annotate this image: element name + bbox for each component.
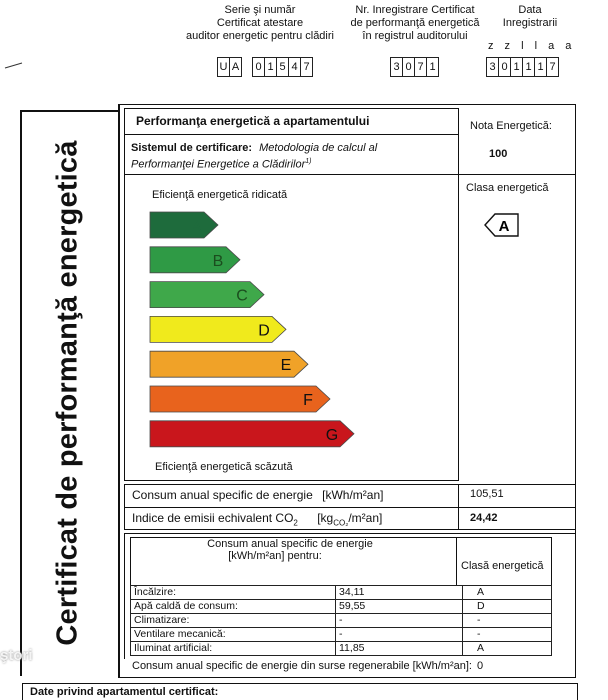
apartment-right (577, 683, 578, 700)
energy-class-arrow (150, 247, 240, 273)
nr-label-2: de performanţă energetică (350, 17, 480, 29)
serie-box: 7 (300, 57, 313, 77)
date-format: z z l l a a (488, 40, 575, 52)
nr-header (345, 4, 485, 43)
row-value: 59,55 (336, 600, 463, 614)
row-label: Iluminat artificial: (131, 642, 336, 656)
nota-label: Nota Energetică: (470, 120, 552, 132)
renewable-label: Consum anual specific de energie din surse regenerabile [kWh/m²an]: (132, 660, 472, 672)
row-value: 34,11 (336, 586, 463, 600)
energy-class-g (150, 421, 354, 447)
row-label: Ventilare mecanică: (131, 628, 336, 642)
nr-label-3: în registrul auditorului (362, 30, 468, 42)
row-value: - (336, 614, 463, 628)
energy-class-b (150, 247, 240, 273)
energy-class-e (150, 351, 308, 377)
serie-label-1: Serie şi număr (224, 4, 296, 16)
performance-box-top (124, 108, 459, 109)
nr-boxes (390, 57, 439, 77)
consumption-value: 105,51 (470, 488, 504, 500)
performance-box-right (458, 108, 459, 480)
renewable-value: 0 (477, 660, 484, 672)
serie-box: 4 (288, 57, 300, 77)
energy-class-a (150, 212, 218, 238)
row-class: A (463, 586, 552, 600)
right-border (575, 104, 576, 678)
serie-box: A (229, 57, 242, 77)
energy-class-scale (148, 208, 368, 453)
serie-box: U (217, 57, 229, 77)
row-label: Încălzire: (131, 586, 336, 600)
performance-title: Performanţa energetică a apartamentului (136, 114, 370, 128)
consumption-label: Consum anual specific de energie [kWh/m²an] (132, 488, 384, 502)
consumption-top (124, 484, 576, 485)
system-line (124, 174, 459, 175)
data-header (485, 4, 575, 30)
energy-class-f (150, 386, 330, 412)
energy-class-letter: E (280, 357, 292, 375)
detail-header-1: Consum anual specific de energie (207, 538, 373, 550)
scan-mark (4, 60, 24, 70)
date-box: 7 (546, 57, 559, 77)
serie-box: 5 (276, 57, 288, 77)
table-row (131, 614, 552, 628)
emissions-value: 24,42 (470, 512, 498, 524)
clasa-value: A (498, 218, 510, 235)
energy-class-arrow (150, 421, 354, 447)
system-label: Sistemul de certificare: (131, 142, 253, 154)
energy-class-letter: F (303, 392, 313, 409)
row-value: - (336, 628, 463, 642)
table-row (131, 600, 552, 614)
row-class: - (463, 614, 552, 628)
row-class: A (463, 642, 552, 656)
detail-outer-left (124, 533, 125, 659)
serie-label-2: Certificat atestare (216, 17, 304, 29)
watermark: ştori (0, 647, 33, 664)
date-box: 1 (534, 57, 546, 77)
table-row (131, 586, 552, 600)
system-text (131, 142, 451, 172)
nr-box: 1 (426, 57, 439, 77)
energy-class-arrow (150, 212, 218, 238)
consumption-mid (124, 507, 576, 508)
detail-outer-top (124, 533, 576, 534)
apartment-left (22, 683, 23, 700)
system-sup: 1) (305, 158, 312, 165)
detail-header (160, 538, 420, 562)
energy-class-letter: B (212, 252, 224, 270)
renewable-bottom (118, 677, 576, 678)
rating-divider (458, 174, 576, 175)
top-border (118, 104, 576, 105)
vertical-title (20, 112, 115, 674)
table-row (131, 642, 552, 656)
serie-header (170, 4, 350, 43)
row-label: Climatizare: (131, 614, 336, 628)
serie-label-3: auditor energetic pentru clădiri (186, 30, 334, 42)
title-column-border (118, 104, 120, 678)
data-label-2: Inregistrarii (502, 17, 558, 29)
apartment-title: Date privind apartamentul certificat: (30, 686, 219, 698)
consumption-divider (458, 484, 459, 530)
serie-box: 1 (264, 57, 276, 77)
row-class: - (463, 628, 552, 642)
date-box: 3 (486, 57, 498, 77)
performance-box-left (124, 108, 125, 480)
row-class: D (463, 600, 552, 614)
nr-box: 0 (402, 57, 414, 77)
efficiency-high-label: Eficienţă energetică ridicată (152, 189, 288, 201)
table-row (131, 628, 552, 642)
serie-box: 0 (252, 57, 264, 77)
date-box: 1 (522, 57, 534, 77)
data-label-1: Data (518, 4, 542, 16)
energy-class-d (150, 316, 286, 342)
energy-class-letter: D (258, 322, 270, 340)
energy-class-c (150, 282, 264, 308)
nr-box: 7 (414, 57, 426, 77)
detail-table (130, 585, 552, 656)
date-box: 0 (498, 57, 510, 77)
nr-box: 3 (390, 57, 402, 77)
serie-boxes (217, 57, 313, 77)
nota-value: 100 (489, 148, 508, 160)
detail-inner-right (551, 537, 552, 585)
emissions-label: Indice de emisii echivalent $CO_2$ $[kg_{CO_2}/m^2an]$ (132, 511, 383, 528)
detail-class-header: Clasă energetică (461, 560, 544, 572)
class-arrow-icon (484, 212, 520, 238)
energy-class-letter: G (325, 426, 339, 444)
consumption-bottom (124, 529, 576, 530)
performance-box-bottom (124, 480, 459, 481)
detail-class-divider (456, 537, 457, 585)
date-box: 1 (510, 57, 522, 77)
vertical-title-text: Certificat de performanţă energetică (51, 140, 83, 646)
system-text-2: Performanţei Energetice a Clădirilor (131, 158, 306, 171)
date-boxes (486, 57, 559, 77)
row-label: Apă caldă de consum: (131, 600, 336, 614)
efficiency-low-label: Eficienţă energetică scăzută (155, 461, 293, 473)
apartment-top (22, 683, 578, 684)
energy-class-letter: A (190, 218, 202, 235)
performance-title-line (124, 134, 459, 135)
energy-class-letter: C (236, 287, 248, 305)
detail-header-2: [kWh/m²an] pentru: (228, 550, 322, 562)
clasa-label: Clasa energetică (466, 182, 549, 194)
nr-label-1: Nr. Inregistrare Certificat (355, 4, 475, 16)
system-text-1: Metodologia de calcul al (259, 142, 378, 154)
renewable-line (132, 660, 483, 672)
row-value: 11,85 (336, 642, 463, 656)
